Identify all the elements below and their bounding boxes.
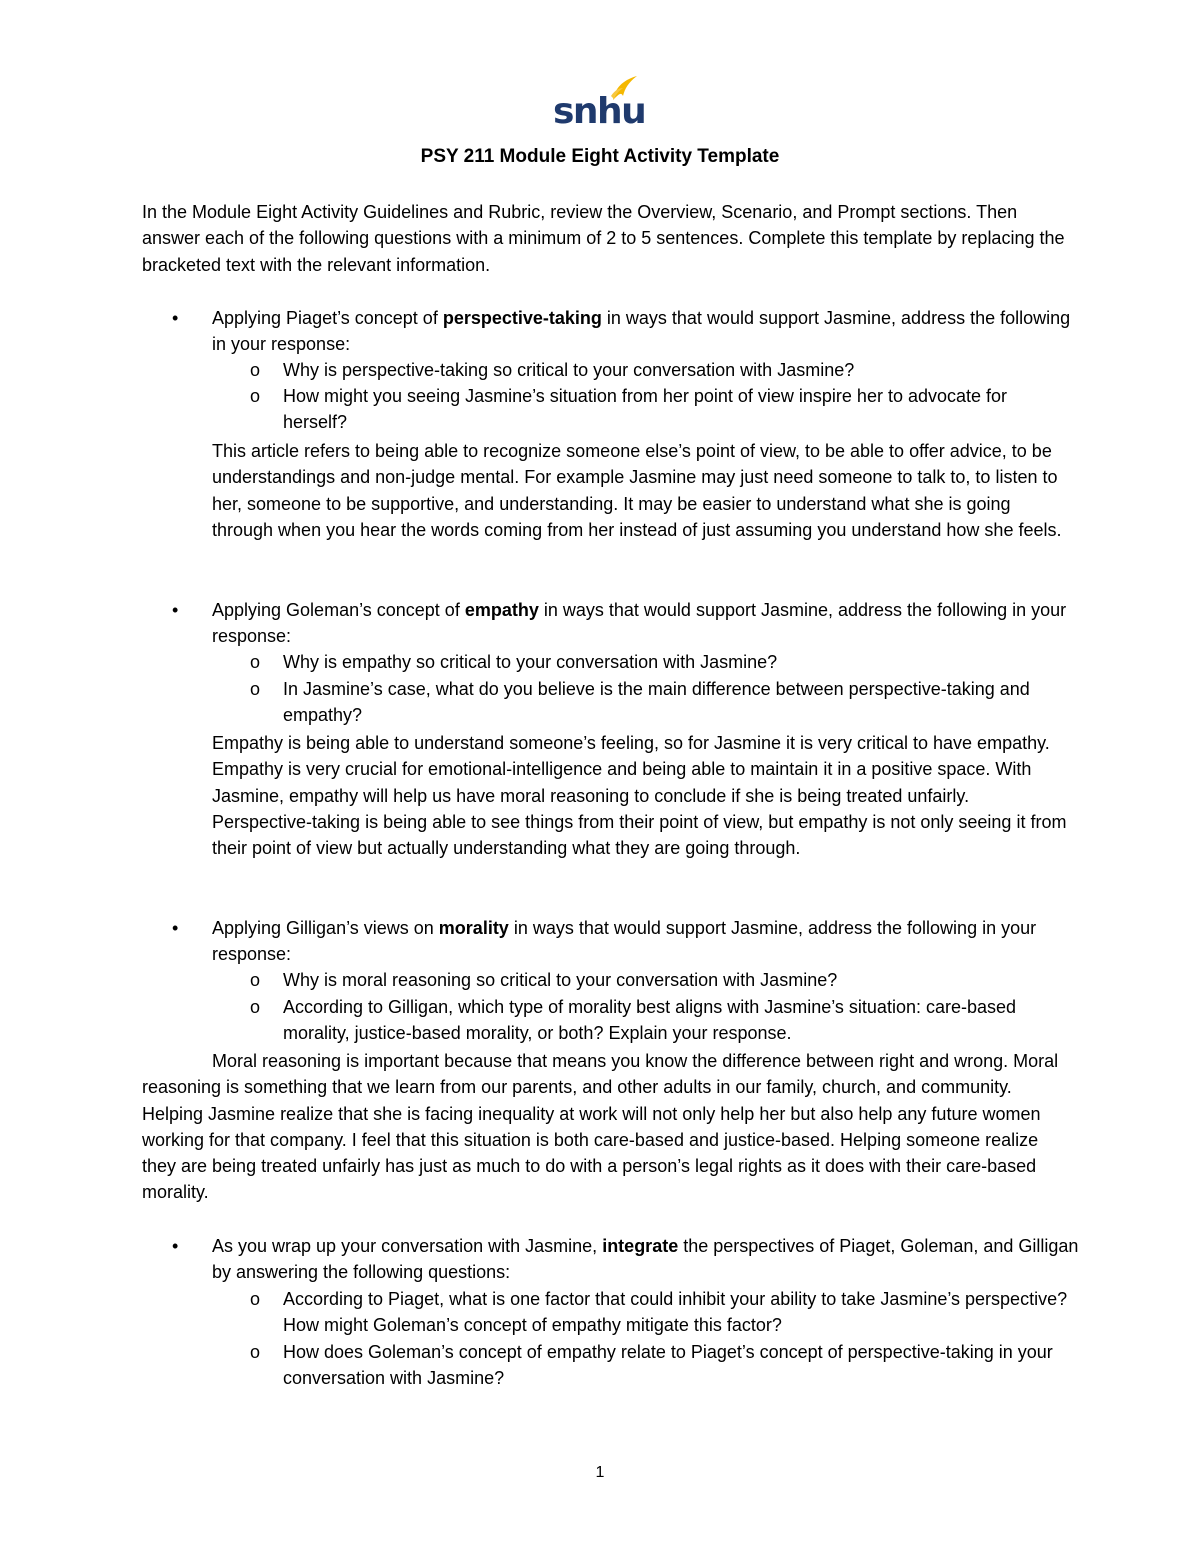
- sub-marker: o: [250, 997, 261, 1017]
- section-4-prompt: As you wrap up your conversation with Jasmine, integrate the perspectives of Piaget, Goleman, and Gilligan by answering the following questions:: [212, 1236, 1079, 1283]
- sub-marker: o: [250, 970, 261, 990]
- bullet-marker: •: [172, 1236, 179, 1256]
- section-4-question-1: According to Piaget, what is one factor that could inhibit your ability to take Jasmine’s perspective? How might Goleman’s concept of empathy mitigate this factor?: [283, 1289, 1068, 1336]
- bullet-marker: •: [172, 308, 179, 328]
- section-3-question-2: According to Gilligan, which type of morality best aligns with Jasmine’s situation: care-based morality, justice-based morality, or both? Explain your response.: [283, 997, 1017, 1044]
- page-number: 1: [595, 1464, 605, 1481]
- section-2-prompt: Applying Goleman’s concept of empathy in ways that would support Jasmine, address the following in your response:: [212, 600, 1067, 647]
- section-3-answer: Moral reasoning is important because that means you know the difference between right and wrong. Moral reasoning is something that we learn from our parents, and other adults in our family, church, and community. Helping Jasmine realize that she is facing inequality at work will not only help her but also help any future women working for that company. I feel that this situation is both care-based and justice-based. Helping someone realize they are being treated unfairly has just as much to do with a person’s legal rights as it does with their care-based morality.: [142, 1051, 1059, 1203]
- intro-paragraph: In the Module Eight Activity Guidelines and Rubric, review the Overview, Scenario, and Prompt sections. Then answer each of the following questions with a minimum of 2 to 5 sentences. Complete this template by replacing the bracketed text with the relevant information.: [142, 202, 1065, 275]
- page-title: PSY 211 Module Eight Activity Template: [420, 146, 780, 167]
- sub-marker: o: [250, 360, 261, 380]
- section-1-question-2: How might you seeing Jasmine’s situation from her point of view inspire her to advocate for herself?: [283, 386, 1008, 433]
- sub-marker: o: [250, 652, 261, 672]
- bullet-marker: •: [172, 600, 179, 620]
- section-1-question-1: Why is perspective-taking so critical to your conversation with Jasmine?: [283, 360, 855, 380]
- section-1-prompt: Applying Piaget’s concept of perspective-taking in ways that would support Jasmine, address the following in your response:: [212, 308, 1071, 355]
- section-3-prompt: Applying Gilligan’s views on morality in ways that would support Jasmine, address the following in your response:: [212, 918, 1037, 965]
- sub-marker: o: [250, 679, 261, 699]
- section-1-answer: This article refers to being able to recognize someone else’s point of view, to be able to offer advice, to be understandings and non-judge mental. For example Jasmine may just need someone to talk to, to listen to her, someone to be supportive, and understanding. It may be easier to understand what she is going through when you hear the words coming from her instead of just assuming you understand how she feels.: [212, 441, 1062, 540]
- section-4-question-2: How does Goleman’s concept of empathy relate to Piaget’s concept of perspective-taking in your conversation with Jasmine?: [283, 1342, 1053, 1389]
- sub-marker: o: [250, 1342, 261, 1362]
- bullet-marker: •: [172, 918, 179, 938]
- sub-marker: o: [250, 386, 261, 406]
- snhu-logo: [553, 74, 646, 136]
- section-2-question-1: Why is empathy so critical to your conversation with Jasmine?: [283, 652, 778, 672]
- section-3-question-1: Why is moral reasoning so critical to your conversation with Jasmine?: [283, 970, 838, 990]
- logo-text: snhu: [553, 91, 646, 132]
- section-2-answer: Empathy is being able to understand someone’s feeling, so for Jasmine it is very critical to have empathy. Empathy is very crucial for emotional-intelligence and being able to maintain it in a positive space. With Jasmine, empathy will help us have moral reasoning to conclude if she is being treated unfairly. Perspective-taking is being able to see things from their point of view, but empathy is not only seeing it from their point of view but actually understanding what they are going through.: [212, 733, 1067, 859]
- sub-marker: o: [250, 1289, 261, 1309]
- section-2-question-2: In Jasmine’s case, what do you believe is the main difference between perspective-taking and empathy?: [283, 679, 1030, 726]
